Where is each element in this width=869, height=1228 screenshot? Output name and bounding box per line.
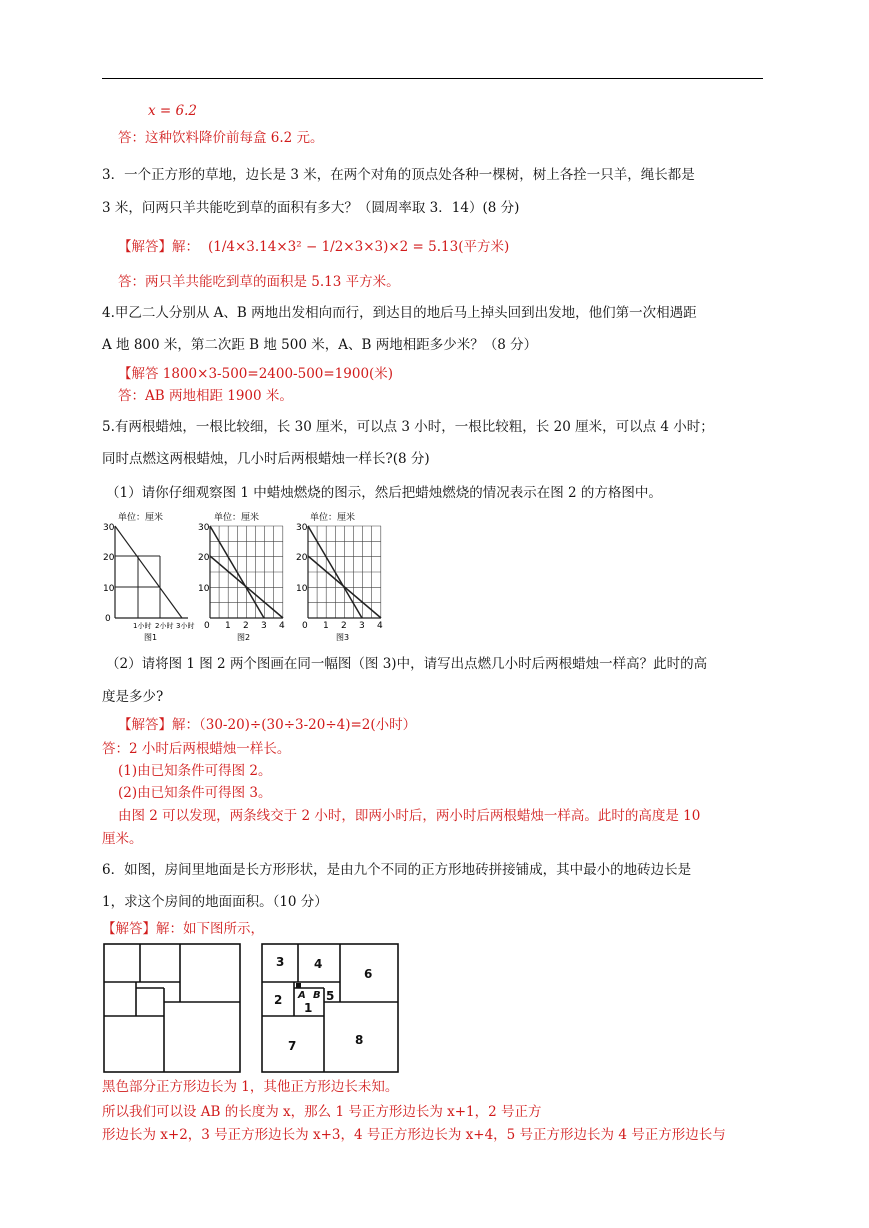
tile-label-4: 4	[314, 957, 323, 971]
fig1-xtick: 3小时	[176, 622, 195, 630]
candle-figures	[100, 508, 400, 646]
fig3-caption: 图3	[336, 633, 350, 642]
fig1-ytick: 0	[105, 614, 111, 624]
question-5: 5.有两根蜡烛，一根比较细，长 30 厘米，可以点 3 小时，一根比较粗，长 20 厘米，可以点 4 小时；	[102, 419, 714, 435]
solution-6-line3: 形边长为 x+2，3 号正方形边长为 x+3，4 号正方形边长为 x+4，5 号正方形边长为 4 号正方形边长与	[102, 1127, 726, 1143]
tile-label-8: 8	[355, 1033, 364, 1047]
question-6-cont: 1，求这个房间的地面面积。（10 分）	[102, 894, 328, 910]
fig3-xtick: 4	[377, 621, 383, 631]
header-rule	[102, 78, 763, 79]
tile-figures	[100, 940, 400, 1076]
solution-6-line1: 黑色部分正方形边长为 1，其他正方形边长未知。	[102, 1079, 399, 1095]
fig2-xtick: 1	[225, 621, 231, 631]
fig1-xtick: 1小时	[133, 622, 152, 630]
fig2-ytick: 20	[198, 553, 210, 563]
fig3-ytick: 0	[302, 621, 308, 631]
question-5-part2-cont: 度是多少?	[102, 689, 164, 705]
question-6: 6．如图，房间里地面是长方形形状，是由九个不同的正方形地砖拼接铺成，其中最小的地砖边长是	[102, 862, 692, 878]
fig2-xtick: 4	[279, 621, 285, 631]
tile-label-5: 5	[326, 989, 335, 1003]
fig1-ytick: 30	[103, 523, 115, 533]
tile-label-2: 2	[274, 993, 283, 1007]
solution-3-prefix: 【解答】解：	[118, 239, 199, 255]
question-5-part1: （1）请你仔细观察图 1 中蜡烛燃烧的图示，然后把蜡烛燃烧的情况表示在图 2 的方格图中。	[106, 485, 662, 501]
candle-figure-3	[296, 511, 383, 642]
solution-6-line2: 所以我们可以设 AB 的长度为 x，那么 1 号正方形边长为 x+1，2 号正方	[102, 1104, 542, 1120]
fig1-caption: 图1	[144, 633, 158, 642]
tile-label-6: 6	[364, 967, 373, 981]
fig3-xtick: 1	[323, 621, 329, 631]
question-3: 3．一个正方形的草地，边长是 3 米，在两个对角的顶点处各种一棵树，树上各拴一只羊，绳长都是	[102, 167, 695, 183]
answer-5-step2: (2)由已知条件可得图 3。	[118, 785, 272, 801]
fig2-caption: 图2	[237, 633, 251, 642]
answer-line: 答：这种饮料降价前每盒 6.2 元。	[118, 130, 324, 146]
question-5-part2: （2）请将图 1 图 2 两个图画在同一幅图（图 3)中，请写出点燃几小时后两根蜡烛一样高？此时的高	[106, 656, 708, 672]
solution-5: 【解答】解：（30-20)÷(30÷3-20÷4)=2(小时）	[118, 717, 417, 733]
answer-5: 答：2 小时后两根蜡烛一样长。	[102, 741, 291, 757]
black-unit-square	[296, 983, 301, 988]
fig2-xtick: 3	[261, 621, 267, 631]
tile-label-B: B	[313, 990, 321, 1001]
fig3-xtick: 2	[341, 621, 347, 631]
fig3-ytick: 30	[296, 523, 308, 533]
answer-5-explain-cont: 厘米。	[102, 831, 143, 847]
fig1-ytick: 20	[103, 553, 115, 563]
fig3-unit-label: 单位：厘米	[310, 513, 356, 523]
fig1-xtick: 2小时	[155, 622, 174, 630]
question-3-cont: 3 米，问两只羊共能吃到草的面积有多大？（圆周率取 3．14）(8 分)	[102, 200, 520, 216]
question-4-cont: A 地 800 米，第二次距 B 地 500 米，A、B 两地相距多少米？（8 分）	[102, 337, 538, 353]
solution-3-formula: (1/4×3.14×3² − 1/2×3×3)×2 = 5.13(平方米)	[208, 239, 510, 255]
equation-x: x = 6.2	[148, 103, 197, 119]
tile-figure-left	[104, 944, 240, 1072]
fig3-xtick: 3	[359, 621, 365, 631]
fig2-ytick: 0	[204, 621, 210, 631]
answer-5-explain: 由图 2 可以发现，两条线交于 2 小时，即两小时后，两小时后两根蜡烛一样高。此时的高度是 10	[118, 808, 701, 824]
fig3-ytick: 20	[296, 553, 308, 563]
tile-label-A: A	[298, 990, 306, 1001]
candle-figure-1	[103, 511, 194, 642]
fig2-ytick: 30	[198, 523, 210, 533]
fig2-ytick: 10	[198, 584, 210, 594]
fig3-ytick: 10	[296, 584, 308, 594]
fig1-unit-label: 单位：厘米	[118, 513, 164, 523]
fig1-ytick: 10	[103, 584, 115, 594]
solution-4: 【解答 1800×3-500=2400-500=1900(米)	[118, 366, 394, 382]
answer-4: 答：AB 两地相距 1900 米。	[118, 388, 293, 404]
question-5-cont: 同时点燃这两根蜡烛，几小时后两根蜡烛一样长?(8 分)	[102, 451, 430, 467]
fig2-unit-label: 单位：厘米	[214, 513, 260, 523]
question-4: 4.甲乙二人分别从 A、B 两地出发相向而行，到达目的地后马上掉头回到出发地，他们第一次相遇距	[102, 305, 697, 321]
tile-label-7: 7	[288, 1039, 297, 1053]
answer-3: 答：两只羊共能吃到草的面积是 5.13 平方米。	[118, 274, 400, 290]
tile-label-1: 1	[304, 1001, 313, 1015]
fig2-xtick: 2	[243, 621, 249, 631]
candle-figure-2	[198, 511, 285, 642]
solution-6-intro: 【解答】解：如下图所示，	[102, 921, 264, 937]
tile-label-3: 3	[276, 955, 285, 969]
answer-5-step1: (1)由已知条件可得图 2。	[118, 763, 272, 779]
